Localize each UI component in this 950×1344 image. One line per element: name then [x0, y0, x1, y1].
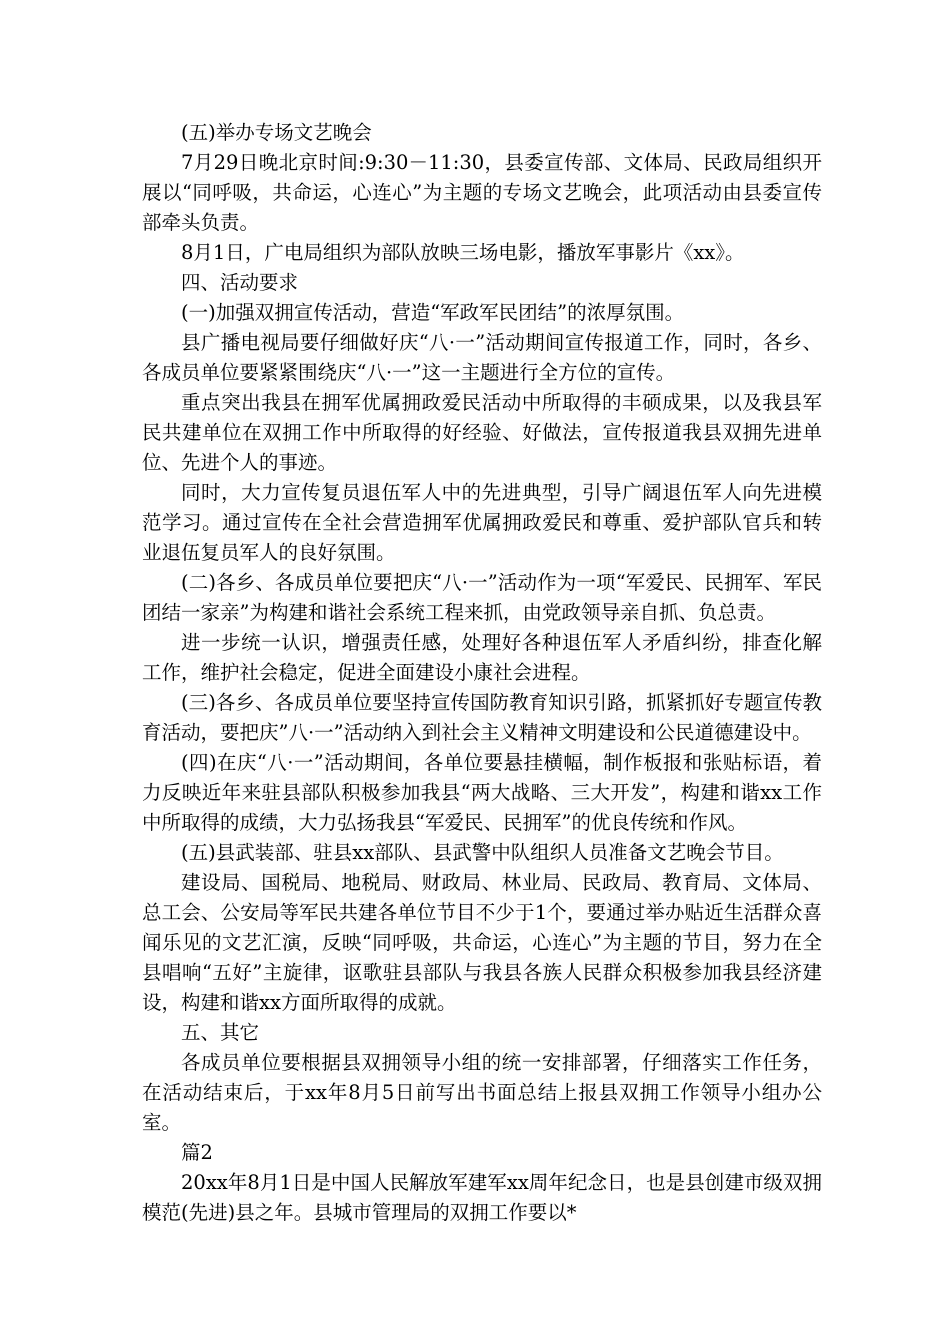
- section-heading-requirements: 四、活动要求: [181, 271, 299, 294]
- paragraph-broadcast-bureau: 县广播电视局要仔细做好庆“八·一”活动期间宣传报道工作，同时，各乡、各成员单位要紧紧围绕庆“八·一”这一主题进行全方位的宣传。: [142, 331, 822, 384]
- part-heading-2: 篇2: [181, 1141, 213, 1164]
- paragraph-other-details: 各成员单位要根据县双拥领导小组的统一安排部署，仔细落实工作任务，在活动结束后，于xx年8月5日前写出书面总结上报县双拥工作领导小组办公室。: [142, 1051, 822, 1134]
- paragraph-unify-understanding: 进一步统一认识，增强责任感，处理好各种退伍军人矛盾纠纷，排查化解工作，维护社会稳定，促进全面建设小康社会进程。: [142, 631, 822, 684]
- paragraph-heading-wu-evening: (五)举办专场文艺晚会: [181, 121, 372, 144]
- paragraph-requirement-4: (四)在庆“八·一”活动期间，各单位要悬挂横幅，制作板报和张贴标语，着力反映近年来驻县部队积极参加我县“两大战略、三大开发”，构建和谐xx工作中所取得的成绩，大力弘扬我县“军爱民、民拥军”的优良传统和作风。: [142, 751, 822, 834]
- paragraph-evening-details: 7月29日晚北京时间:9:30－11:30，县委宣传部、文体局、民政局组织开展以“同呼吸，共命运，心连心”为主题的专场文艺晚会，此项活动由县委宣传部牵头负责。: [142, 151, 822, 234]
- paragraph-requirement-2: (二)各乡、各成员单位要把庆“八·一”活动作为一项“军爱民、民拥军、军民团结一家亲”为构建和谐社会系统工程来抓，由党政领导亲自抓、负总责。: [142, 571, 822, 624]
- paragraph-requirement-3: (三)各乡、各成员单位要坚持宣传国防教育知识引路，抓紧抓好专题宣传教育活动，要把庆”八·一”活动纳入到社会主义精神文明建设和公民道德建设中。: [142, 691, 822, 744]
- paragraph-requirement-5: (五)县武装部、驻县xx部队、县武警中队组织人员准备文艺晚会节目。: [181, 841, 784, 864]
- paragraph-requirement-1: (一)加强双拥宣传活动，营造“军政军民团结”的浓厚氛围。: [181, 301, 685, 324]
- paragraph-key-highlights: 重点突出我县在拥军优属拥政爱民活动中所取得的丰硕成果，以及我县军民共建单位在双拥工作中所取得的好经验、好做法，宣传报道我县双拥先进单位、先进个人的事迹。: [142, 391, 822, 474]
- paragraph-part2-intro: 20xx年8月1日是中国人民解放军建军xx周年纪念日，也是县创建市级双拥模范(先进)县之年。县城市管理局的双拥工作要以*: [142, 1171, 822, 1224]
- paragraph-movie-screening: 8月1日，广电局组织为部队放映三场电影，播放军事影片《xx》。: [181, 241, 745, 264]
- paragraph-veterans-publicity: 同时，大力宣传复员退伍军人中的先进典型，引导广阔退伍军人向先进模范学习。通过宣传在全社会营造拥军优属拥政爱民和尊重、爱护部队官兵和转业退伍复员军人的良好氛围。: [142, 481, 822, 564]
- paragraph-units-programs: 建设局、国税局、地税局、财政局、林业局、民政局、教育局、文体局、总工会、公安局等军民共建各单位节目不少于1个，要通过举办贴近生活群众喜闻乐见的文艺汇演，反映“同呼吸，共命运，心连心”为主题的节目，努力在全县唱响“五好”主旋律，讴歌驻县部队与我县各族人民群众积极参加我县经济建设，构建和谐xx方面所取得的成就。: [142, 871, 822, 1014]
- section-heading-other: 五、其它: [181, 1021, 260, 1044]
- document-body: [142, 118, 822, 1228]
